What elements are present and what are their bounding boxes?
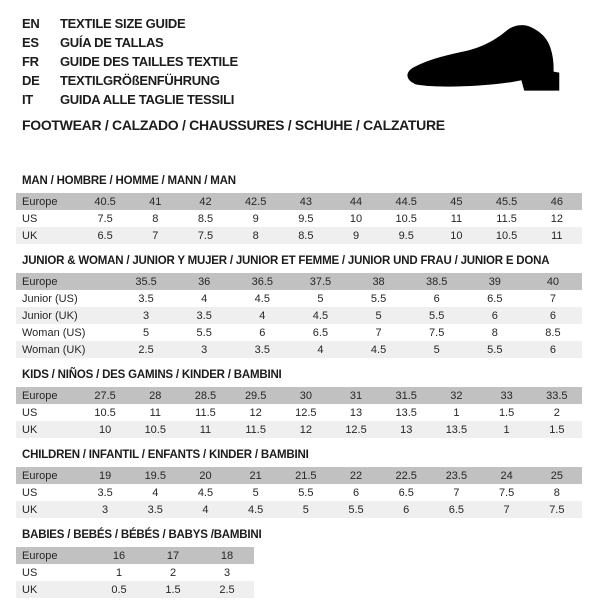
size-cell: 7.5 [532,501,582,518]
size-cell: 11 [180,421,230,438]
row-label: Europe [16,467,80,484]
section-title-children: CHILDREN / INFANTIL / ENFANTS / KINDER / BAMBINI [22,449,309,461]
language-title: GUIDE DES TAILLES TEXTILE [60,54,238,69]
size-cell: 4 [152,486,159,499]
size-cell: 29.5 [231,387,281,404]
size-cell: 42.5 [231,193,281,210]
size-cell: 8.5 [281,227,331,244]
size-cell: 5.5 [331,501,381,518]
row-label: UK [16,227,80,244]
size-cell: 27.5 [80,387,130,404]
table-row [16,467,582,484]
size-cell: 30 [281,387,331,404]
size-cell: 4.5 [197,486,214,499]
size-cell: 7.5 [429,326,445,339]
size-cell: 35.5 [117,273,175,290]
size-cell: 25 [532,467,582,484]
size-cell: 2.5 [117,341,175,358]
size-cell: 9 [252,212,259,225]
section-junior-woman [16,255,583,358]
size-cell: 10.5 [395,212,417,225]
row-label: Woman (US) [22,326,86,339]
size-cell: 2.5 [200,581,254,598]
size-cell: 31 [331,387,381,404]
size-cell: 5.5 [196,326,212,339]
size-cell: 7.5 [180,227,230,244]
section-babies [16,529,583,598]
size-cell: 12 [281,421,331,438]
table-row [16,547,254,564]
size-cell: 9.5 [381,227,431,244]
size-cell: 11.5 [195,406,216,419]
size-cell: 11.5 [496,212,517,225]
size-cell: 2 [169,566,177,579]
man-size-table [16,193,582,244]
row-label: Europe [16,547,92,564]
size-cell: 6.5 [312,326,329,339]
size-cell: 7.5 [97,212,113,225]
section-children [16,449,583,518]
row-label: Junior (US) [22,292,78,305]
size-cell: 4 [233,307,291,324]
table-row [16,341,582,358]
language-code: EN [22,16,40,31]
language-code: IT [22,92,33,107]
size-cell: 4 [180,501,230,518]
section-man [16,175,583,244]
size-cell: 3.5 [233,341,291,358]
table-row [16,387,582,404]
table-row [16,290,582,307]
table-row [16,227,582,244]
size-cell: 3.5 [175,307,233,324]
size-cell: 5 [408,341,466,358]
size-cell: 7 [130,227,180,244]
size-cell: 5 [350,307,408,324]
size-cell: 39 [466,273,524,290]
row-label: UK [16,581,92,598]
row-label: Europe [16,273,117,290]
language-title: TEXTILGRÖßENFÜHRUNG [60,73,220,88]
size-cell: 4 [291,341,349,358]
size-cell: 3 [223,566,231,579]
size-cell: 19 [80,467,130,484]
row-label: Junior (UK) [16,307,117,324]
size-cell: 45.5 [482,193,532,210]
size-cell: 44.5 [381,193,431,210]
size-cell: 5 [143,326,150,339]
size-cell: 7 [375,326,382,339]
size-cell: 33 [482,387,532,404]
size-cell: 11 [532,227,582,244]
size-cell: 6.5 [431,501,481,518]
size-cell: 38 [350,273,408,290]
row-label: US [22,406,38,419]
size-cell: 0.5 [92,581,146,598]
size-cell: 3 [175,341,233,358]
children-size-table [16,467,582,518]
size-cell: 3 [117,307,175,324]
size-cell: 22.5 [381,467,431,484]
size-cell: 18 [200,547,254,564]
size-cell: 11 [149,406,161,419]
size-cell: 3.5 [97,486,113,499]
size-cell: 32 [431,387,481,404]
size-cell: 19.5 [130,467,180,484]
size-cell: 8.5 [545,326,561,339]
size-cell: 38.5 [408,273,466,290]
size-cell: 16 [92,547,146,564]
size-cell: 5 [252,486,259,499]
table-row [16,210,582,227]
size-cell: 13 [381,421,431,438]
size-cell: 7 [453,486,460,499]
row-label: US [22,566,38,579]
row-label: Europe [16,193,80,210]
table-row [16,484,582,501]
size-cell: 9.5 [298,212,314,225]
size-cell: 8 [491,326,498,339]
size-cell: 6 [524,341,582,358]
row-label: UK [16,501,80,518]
size-cell: 7 [549,292,556,305]
size-cell: 10.5 [482,227,532,244]
size-cell: 36 [175,273,233,290]
size-cell: 36.5 [233,273,291,290]
size-cell: 2 [553,406,560,419]
size-cell: 44 [331,193,381,210]
size-cell: 21 [231,467,281,484]
language-code: DE [22,73,40,88]
size-cell: 10 [80,421,130,438]
size-cell: 13.5 [395,406,417,419]
size-cell: 1.5 [146,581,200,598]
size-cell: 40 [524,273,582,290]
size-cell: 13.5 [431,421,481,438]
size-cell: 6 [524,307,582,324]
size-cell: 10 [349,212,363,225]
size-cell: 6 [433,292,440,305]
size-cell: 3.5 [138,292,154,305]
size-cell: 1 [482,421,532,438]
size-cell: 8 [553,486,560,499]
size-cell: 12.5 [331,421,381,438]
size-cell: 4 [201,292,208,305]
size-cell: 11.5 [231,421,281,438]
table-row [16,273,582,290]
table-row [16,564,254,581]
size-cell: 45 [431,193,481,210]
size-cell: 20 [180,467,230,484]
language-title: GUIDA ALLE TAGLIE TESSILI [60,92,235,107]
size-cell: 28 [130,387,180,404]
size-cell: 17 [146,547,200,564]
size-cell: 12 [550,212,563,225]
section-title-man: MAN / HOMBRE / HOMME / MANN / MAN [22,175,236,187]
table-row [16,193,582,210]
section-kids [16,369,583,438]
size-cell: 8.5 [197,212,214,225]
size-cell: 6 [466,307,524,324]
row-label: US [22,212,38,225]
language-title: GUÍA DE TALLAS [60,35,164,50]
size-cell: 5.5 [370,292,387,305]
size-cell: 5.5 [298,486,314,499]
shoe-icon [402,22,582,110]
size-cell: 1.5 [498,406,515,419]
size-cell: 22 [331,467,381,484]
size-cell: 4.5 [231,501,281,518]
size-cell: 24 [482,467,532,484]
row-label: US [22,486,38,499]
size-cell: 4.5 [350,341,408,358]
table-row [16,501,582,518]
table-row [16,307,582,324]
size-cell: 43 [281,193,331,210]
size-cell: 5.5 [408,307,466,324]
size-cell: 6.5 [80,227,130,244]
size-cell: 9 [331,227,381,244]
size-cell: 1.5 [532,421,582,438]
size-cell: 40.5 [80,193,130,210]
size-cell: 5.5 [466,341,524,358]
size-cell: 8 [152,212,159,225]
row-label: Europe [16,387,80,404]
size-cell: 37.5 [291,273,349,290]
size-cell: 6.5 [487,292,503,305]
row-label: Woman (UK) [16,341,117,358]
size-cell: 21.5 [281,467,331,484]
size-cell: 5 [281,501,331,518]
table-row [16,404,582,421]
size-cell: 7.5 [498,486,515,499]
size-cell: 28.5 [180,387,230,404]
size-cell: 42 [180,193,230,210]
size-cell: 5 [317,292,324,305]
language-code: ES [22,35,39,50]
size-cell: 12.5 [295,406,317,419]
size-cell: 33.5 [532,387,582,404]
table-row [16,581,254,598]
size-cell: 1 [115,566,123,579]
size-cell: 12 [249,406,262,419]
size-cell: 10 [431,227,481,244]
size-cell: 11 [450,212,463,225]
category-heading: FOOTWEAR / CALZADO / CHAUSSURES / SCHUHE / CALZATURE [22,117,445,133]
section-title-babies: BABIES / BEBÉS / BÉBÉS / BABYS /BAMBINI [22,529,262,541]
size-cell: 6.5 [398,486,414,499]
size-cell: 10.5 [94,406,116,419]
section-title-junior-woman: JUNIOR & WOMAN / JUNIOR Y MUJER / JUNIOR ET FEMME / JUNIOR UND FRAU / JUNIOR E DONA [22,255,550,267]
language-title: TEXTILE SIZE GUIDE [60,16,186,31]
junior-woman-size-table [16,273,582,358]
size-cell: 13 [349,406,363,419]
size-cell: 4.5 [254,292,270,305]
size-cell: 10.5 [130,421,180,438]
section-title-kids: KIDS / NIÑOS / DES GAMINS / KINDER / BAMBINI [22,369,282,381]
size-cell: 3 [80,501,130,518]
size-cell: 46 [532,193,582,210]
size-cell: 6 [259,326,266,339]
size-cell: 41 [130,193,180,210]
language-code: FR [22,54,39,69]
size-cell: 3.5 [130,501,180,518]
table-row [16,421,582,438]
babies-size-table [16,547,254,598]
size-cell: 4.5 [291,307,349,324]
row-label: UK [16,421,80,438]
size-cell: 23.5 [431,467,481,484]
kids-size-table [16,387,582,438]
size-cell: 7 [482,501,532,518]
size-cell: 6 [381,501,431,518]
table-row [16,324,582,341]
size-cell: 31.5 [381,387,431,404]
size-cell: 8 [231,227,281,244]
size-cell: 6 [352,486,360,499]
size-cell: 1 [453,406,460,419]
